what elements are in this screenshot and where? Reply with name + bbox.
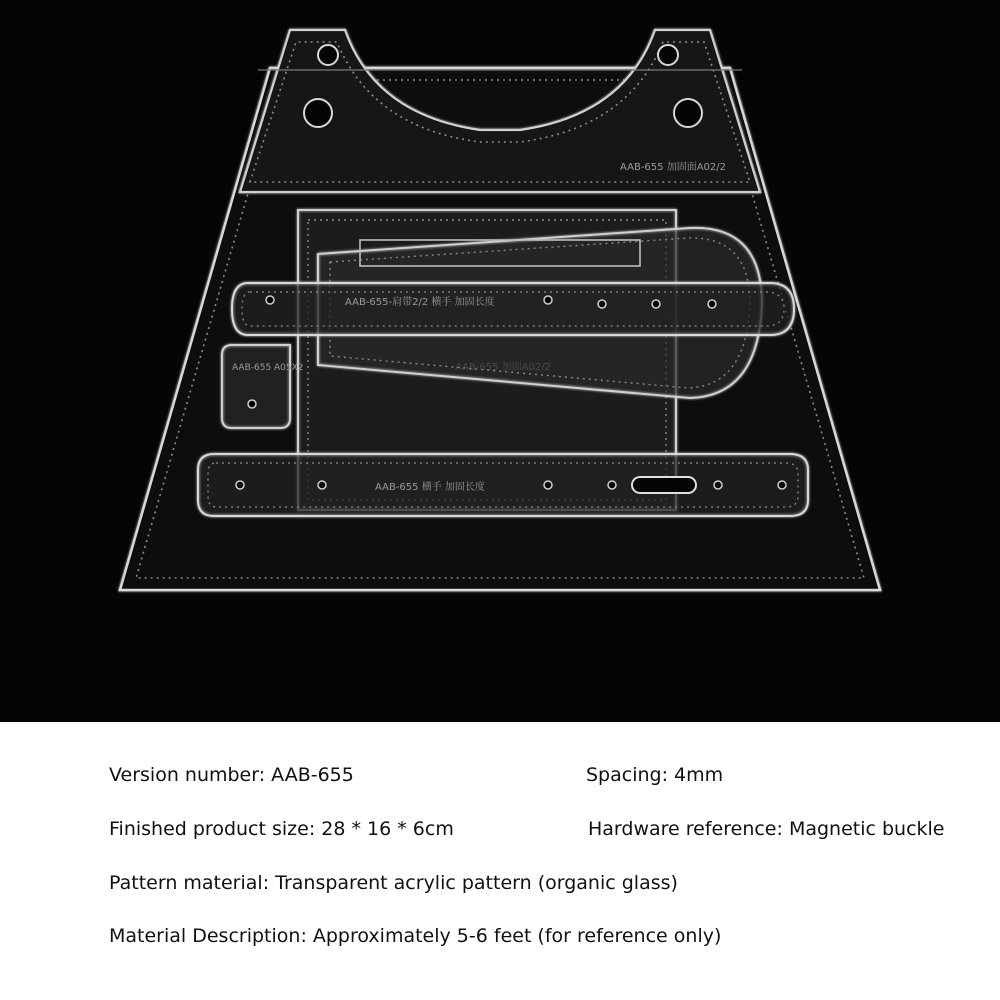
rivet-hole-icon [544, 296, 552, 304]
spec-product-size: Finished product size: 28 * 16 * 6cm [109, 818, 454, 840]
rivet-hole-icon [598, 300, 606, 308]
top-panel-label: AAB-655 加固面A02/2 [620, 162, 726, 173]
small-tab-label: AAB-655 A05X2 [232, 363, 304, 373]
rivet-hole-icon [544, 481, 552, 489]
upper-strap-label: AAB-655-肩带2/2 横手 加固长度 [345, 297, 495, 308]
rivet-hole-icon [318, 481, 326, 489]
rivet-hole-icon [708, 300, 716, 308]
spec-hardware-reference: Hardware reference: Magnetic buckle [588, 818, 945, 840]
upper-strap [232, 283, 794, 335]
rivet-hole-icon [608, 481, 616, 489]
spec-pattern-material: Pattern material: Transparent acrylic pattern (organic glass) [109, 872, 678, 894]
rivet-hole-icon [318, 45, 338, 65]
spec-spacing: Spacing: 4mm [586, 764, 724, 786]
rivet-hole-icon [248, 400, 256, 408]
spec-section [0, 722, 1000, 1000]
spec-material-description: Material Description: Approximately 5-6 feet (for reference only) [109, 925, 722, 947]
rivet-hole-icon [714, 481, 722, 489]
rivet-hole-icon [674, 99, 702, 127]
lower-strap [198, 454, 808, 516]
rivet-hole-icon [778, 481, 786, 489]
rivet-hole-icon [266, 296, 274, 304]
rivet-hole-icon [658, 45, 678, 65]
spec-version-number: Version number: AAB-655 [109, 764, 354, 786]
rivet-hole-icon [652, 300, 660, 308]
rivet-hole-icon [236, 481, 244, 489]
lower-strap-label: AAB-655 横手 加固长度 [375, 482, 485, 493]
rivet-hole-icon [304, 99, 332, 127]
buckle-slot-icon [632, 477, 696, 493]
